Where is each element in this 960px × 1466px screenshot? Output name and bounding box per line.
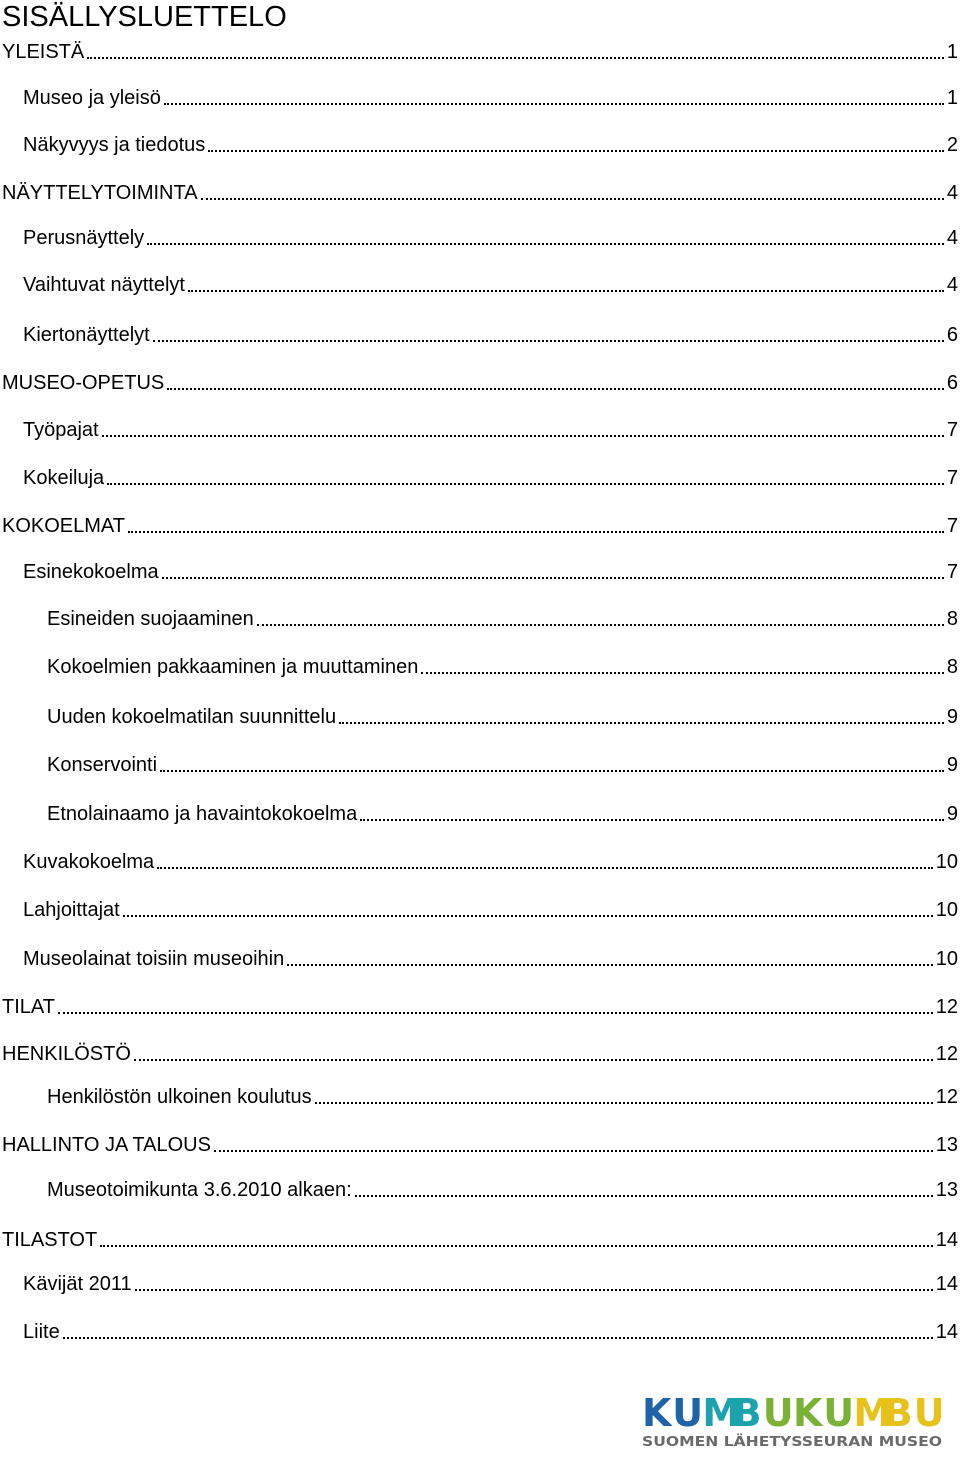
dot-leader <box>87 57 944 59</box>
logo-subtitle: SUOMEN LÄHETYSSEURAN MUSEO <box>642 1434 903 1450</box>
toc-entry-page-number: 10 <box>935 948 958 970</box>
toc-entry[interactable] <box>2 512 958 540</box>
dot-leader <box>421 672 944 674</box>
toc-entry-label: Kuvakokoelma <box>23 851 155 873</box>
dot-leader <box>107 483 944 485</box>
toc-entry-page-number: 4 <box>946 274 958 296</box>
toc-entry[interactable] <box>2 1131 958 1159</box>
toc-entry[interactable] <box>23 1270 958 1298</box>
dot-leader <box>164 103 944 105</box>
toc-entry-label: Museolainat toisiin museoihin <box>23 948 285 970</box>
logo-letter: U <box>762 1391 794 1435</box>
logo-letter: K <box>642 1391 672 1435</box>
toc-entry[interactable] <box>47 703 958 731</box>
dot-leader <box>135 1289 933 1291</box>
dot-leader <box>153 340 944 342</box>
dot-leader <box>339 722 944 724</box>
toc-entry-label: TILASTOT <box>2 1229 98 1251</box>
dot-leader <box>102 435 944 437</box>
logo-letter: U <box>823 1391 855 1435</box>
logo-letter: U <box>913 1391 945 1435</box>
toc-entry-label: MUSEO-OPETUS <box>2 372 165 394</box>
toc-entry[interactable] <box>23 321 958 349</box>
toc-entry-label: Kokoelmien pakkaaminen ja muuttaminen <box>47 656 419 678</box>
dot-leader <box>123 915 933 917</box>
toc-entry[interactable] <box>47 653 958 681</box>
dot-leader <box>287 964 933 966</box>
toc-entry-page-number: 9 <box>946 754 958 776</box>
toc-entry[interactable] <box>2 1226 958 1254</box>
toc-entry-page-number: 13 <box>935 1179 958 1201</box>
toc-entry[interactable] <box>2 369 958 397</box>
toc-entry-page-number: 1 <box>946 87 958 109</box>
toc-entry[interactable] <box>23 224 958 252</box>
toc-entry[interactable] <box>47 751 958 779</box>
toc-entry[interactable] <box>2 993 958 1021</box>
dot-leader <box>160 770 944 772</box>
toc-entry-page-number: 6 <box>946 324 958 346</box>
toc-entry[interactable] <box>23 896 958 924</box>
toc-entry[interactable] <box>47 605 958 633</box>
toc-entry-label: Kävijät 2011 <box>23 1273 132 1295</box>
toc-entry-page-number: 4 <box>946 182 958 204</box>
toc-entry-page-number: 10 <box>935 899 958 921</box>
dot-leader <box>201 198 944 200</box>
toc-entry-page-number: 12 <box>935 1086 958 1108</box>
logo-letter: M <box>853 1391 892 1435</box>
kumbukumbu-logo <box>640 1390 946 1454</box>
toc-entry-page-number: 7 <box>946 419 958 441</box>
logo-letter: U <box>672 1391 704 1435</box>
toc-entry[interactable] <box>23 464 958 492</box>
toc-entry[interactable] <box>2 38 958 66</box>
toc-entry-label: Näkyvyys ja tiedotus <box>23 134 206 156</box>
page-title: SISÄLLYSLUETTELO <box>2 1 287 33</box>
toc-entry-page-number: 12 <box>935 996 958 1018</box>
toc-entry-label: Kiertonäyttelyt <box>23 324 150 346</box>
dot-leader <box>63 1337 933 1339</box>
toc-entry-label: TILAT <box>2 996 55 1018</box>
toc-entry-page-number: 9 <box>946 803 958 825</box>
dot-leader <box>315 1102 933 1104</box>
dot-leader <box>214 1150 933 1152</box>
toc-entry-label: HENKILÖSTÖ <box>2 1043 131 1065</box>
logo-letter: K <box>793 1391 823 1435</box>
toc-entry-label: Kokeiluja <box>23 467 105 489</box>
logo-letter: B <box>883 1391 913 1435</box>
dot-leader <box>58 1012 933 1014</box>
dot-leader <box>355 1195 933 1197</box>
toc-entry[interactable] <box>2 1040 958 1068</box>
toc-entry-label: Etnolainaamo ja havaintokokoelma <box>47 803 358 825</box>
toc-entry-label: NÄYTTELYTOIMINTA <box>2 182 198 204</box>
toc-entry-label: Uuden kokoelmatilan suunnittelu <box>47 706 337 728</box>
toc-entry-label: HALLINTO JA TALOUS <box>2 1134 211 1156</box>
toc-entry-label: Perusnäyttely <box>23 227 145 249</box>
toc-entry-label: Museotoimikunta 3.6.2010 alkaen: <box>47 1179 352 1201</box>
toc-entry-label: Museo ja yleisö <box>23 87 161 109</box>
toc-entry-label: Henkilöstön ulkoinen koulutus <box>47 1086 312 1108</box>
toc-entry-page-number: 14 <box>935 1321 958 1343</box>
toc-entry-label: KOKOELMAT <box>2 515 125 537</box>
dot-leader <box>128 531 944 533</box>
toc-entry-page-number: 1 <box>946 41 958 63</box>
toc-entry-page-number: 8 <box>946 656 958 678</box>
toc-entry-label: Vaihtuvat näyttelyt <box>23 274 185 296</box>
toc-entry-page-number: 7 <box>946 467 958 489</box>
toc-entry-page-number: 12 <box>935 1043 958 1065</box>
toc-entry-label: YLEISTÄ <box>2 41 85 63</box>
toc-entry-label: Lahjoittajat <box>23 899 120 921</box>
toc-entry[interactable] <box>47 1083 958 1111</box>
toc-entry-label: Työpajat <box>23 419 99 441</box>
dot-leader <box>188 290 944 292</box>
dot-leader <box>257 624 944 626</box>
toc-entry[interactable] <box>23 131 958 159</box>
toc-entry-label: Liite <box>23 1321 60 1343</box>
dot-leader <box>162 577 944 579</box>
toc-entry[interactable] <box>47 800 958 828</box>
toc-entry[interactable] <box>47 1176 958 1204</box>
dot-leader <box>157 867 933 869</box>
toc-entry-page-number: 13 <box>935 1134 958 1156</box>
toc-entry-label: Konservointi <box>47 754 158 776</box>
toc-entry-page-number: 7 <box>946 561 958 583</box>
toc-entry[interactable] <box>23 416 958 444</box>
toc-entry-page-number: 14 <box>935 1273 958 1295</box>
dot-leader <box>100 1245 933 1247</box>
dot-leader <box>208 150 944 152</box>
logo-letter: M <box>702 1391 741 1435</box>
toc-entry-page-number: 4 <box>946 227 958 249</box>
toc-entry-page-number: 9 <box>946 706 958 728</box>
toc-entry[interactable] <box>23 271 958 299</box>
toc-entry-page-number: 14 <box>935 1229 958 1251</box>
toc-entry-page-number: 7 <box>946 515 958 537</box>
toc-entry-label: Esineiden suojaaminen <box>47 608 254 630</box>
toc-entry[interactable] <box>23 558 958 586</box>
toc-entry-page-number: 6 <box>946 372 958 394</box>
toc-entry[interactable] <box>23 848 958 876</box>
toc-entry[interactable] <box>23 945 958 973</box>
toc-entry[interactable] <box>23 84 958 112</box>
toc-entry-page-number: 2 <box>946 134 958 156</box>
toc-entry[interactable] <box>23 1318 958 1346</box>
toc-entry-page-number: 10 <box>935 851 958 873</box>
dot-leader <box>360 819 944 821</box>
dot-leader <box>134 1059 933 1061</box>
toc-entry-label: Esinekokoelma <box>23 561 159 583</box>
logo-letter: B <box>732 1391 762 1435</box>
toc-entry-page-number: 8 <box>946 608 958 630</box>
dot-leader <box>167 388 944 390</box>
dot-leader <box>147 243 944 245</box>
toc-entry[interactable] <box>2 179 958 207</box>
